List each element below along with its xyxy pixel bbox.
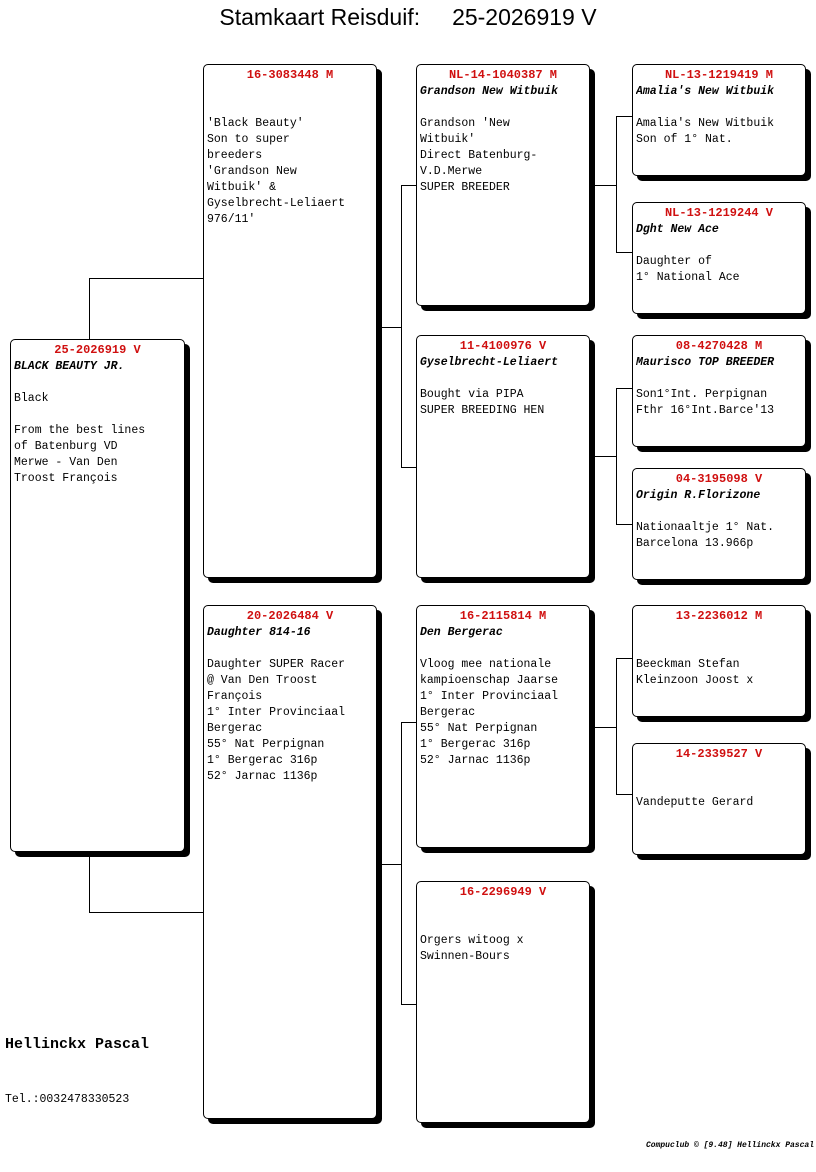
connector-line xyxy=(616,658,617,795)
ring-number: NL-13-1219244 V xyxy=(664,206,774,220)
connector-line xyxy=(89,852,90,913)
connector-line xyxy=(401,1004,417,1005)
ring-number: 16-2296949 V xyxy=(459,885,547,899)
pigeon-notes: Orgers witoog x Swinnen-Bours xyxy=(420,934,524,963)
ring-number: 20-2026484 V xyxy=(246,609,334,623)
pigeon-card-ff[interactable] xyxy=(416,64,590,306)
pigeon-notes: 'Black Beauty' Son to super breeders 'Grandson New Witbuik' & Gyselbrecht-Leliaert 976/11' xyxy=(207,117,346,226)
title-ring: 25-2026919 V xyxy=(452,4,597,30)
connector-line xyxy=(594,185,616,186)
pigeon-card-subject[interactable] xyxy=(10,339,185,852)
pigeon-notes: Daughter SUPER Racer @ Van Den Troost François 1° Inter Provinciaal Bergerac 55° Nat Perpignan 1° Bergerac 316p 52° Jarnac 1136p xyxy=(207,658,346,783)
pigeon-name: Daughter 814-16 xyxy=(207,626,311,639)
pigeon-notes: Beeckman Stefan Kleinzoon Joost x xyxy=(636,658,754,687)
pigeon-card-mm[interactable] xyxy=(416,881,590,1123)
pigeon-card-fmf[interactable] xyxy=(632,335,806,447)
connector-line xyxy=(401,185,402,468)
connector-line xyxy=(401,185,417,186)
pigeon-card-fm[interactable] xyxy=(416,335,590,578)
connector-line xyxy=(89,278,204,279)
pigeon-card-fff[interactable] xyxy=(632,64,806,176)
pigeon-name: Dght New Ace xyxy=(636,223,719,236)
connector-line xyxy=(616,388,617,525)
pigeon-card-ffm[interactable] xyxy=(632,202,806,314)
pigeon-name xyxy=(636,763,802,779)
ring-number: 04-3195098 V xyxy=(675,472,763,486)
pigeon-card-father[interactable] xyxy=(203,64,377,578)
connector-line xyxy=(594,727,616,728)
pigeon-name: Amalia's New Witbuik xyxy=(636,85,775,98)
ring-number: 25-2026919 V xyxy=(54,343,141,357)
pigeon-notes: Bought via PIPA SUPER BREEDING HEN xyxy=(420,388,545,417)
owner-phone: Tel.:0032478330523 xyxy=(5,1093,130,1106)
pigeon-card-mff[interactable] xyxy=(632,605,806,717)
pigeon-notes: Daughter of 1° National Ace xyxy=(636,255,740,284)
pigeon-name: BLACK BEAUTY JR. xyxy=(14,360,125,373)
connector-line xyxy=(401,722,417,723)
pigeon-card-mf[interactable] xyxy=(416,605,590,848)
pigeon-card-fmm[interactable] xyxy=(632,468,806,580)
owner-name: Hellinckx Pascal xyxy=(5,1036,150,1053)
pigeon-notes: Vloog mee nationale kampioenschap Jaarse 1° Inter Provinciaal Bergerac 55° Nat Perpignan 1° Bergerac 316p 52° Jarnac 1136p xyxy=(420,658,559,767)
ring-number: 16-3083448 M xyxy=(246,68,334,82)
connector-line xyxy=(616,116,617,253)
pigeon-name: Maurisco TOP BREEDER xyxy=(636,356,775,369)
connector-line xyxy=(616,116,633,117)
ring-number: 16-2115814 M xyxy=(459,609,547,623)
title-label: Stamkaart Reisduif: xyxy=(219,4,421,30)
ring-number: 08-4270428 M xyxy=(675,339,763,353)
connector-line xyxy=(616,658,633,659)
ring-number: NL-14-1040387 M xyxy=(448,68,558,82)
page-title xyxy=(0,4,816,31)
ring-number: 13-2236012 M xyxy=(675,609,763,623)
connector-line xyxy=(616,252,633,253)
connector-line xyxy=(616,794,633,795)
ring-number: 11-4100976 V xyxy=(459,339,547,353)
pigeon-card-mother[interactable] xyxy=(203,605,377,1119)
connector-line xyxy=(89,278,90,340)
pigeon-name: Gyselbrecht-Leliaert xyxy=(420,356,559,369)
connector-line xyxy=(616,524,633,525)
footer-credit: Compuclub © [9.48] Hellinckx Pascal xyxy=(645,1141,814,1150)
pigeon-notes: Amalia's New Witbuik Son of 1° Nat. xyxy=(636,117,775,146)
pigeon-notes: Son1°Int. Perpignan Fthr 16°Int.Barce'13 xyxy=(636,388,775,417)
connector-line xyxy=(616,388,633,389)
pigeon-notes: Nationaaltje 1° Nat. Barcelona 13.966p xyxy=(636,521,775,550)
connector-line xyxy=(401,722,402,1005)
connector-line xyxy=(379,864,401,865)
connector-line xyxy=(401,467,417,468)
ring-number: 14-2339527 V xyxy=(675,747,763,761)
pigeon-name: Den Bergerac xyxy=(420,626,503,639)
pigeon-notes: Grandson 'New Witbuik' Direct Batenburg- V.D.Merwe SUPER BREEDER xyxy=(420,117,538,194)
connector-line xyxy=(89,912,204,913)
pigeon-name: Grandson New Witbuik xyxy=(420,85,559,98)
pigeon-name xyxy=(420,901,586,917)
ring-number: NL-13-1219419 M xyxy=(664,68,774,82)
connector-line xyxy=(594,456,616,457)
pigeon-name: Origin R.Florizone xyxy=(636,489,761,502)
pigeon-notes: Vandeputte Gerard xyxy=(636,796,754,809)
pigeon-name xyxy=(207,84,373,100)
pigeon-card-mfm[interactable] xyxy=(632,743,806,855)
connector-line xyxy=(379,327,401,328)
pigeon-name xyxy=(636,625,802,641)
pigeon-notes: Black From the best lines of Batenburg VD Merwe - Van Den Troost François xyxy=(14,392,146,485)
